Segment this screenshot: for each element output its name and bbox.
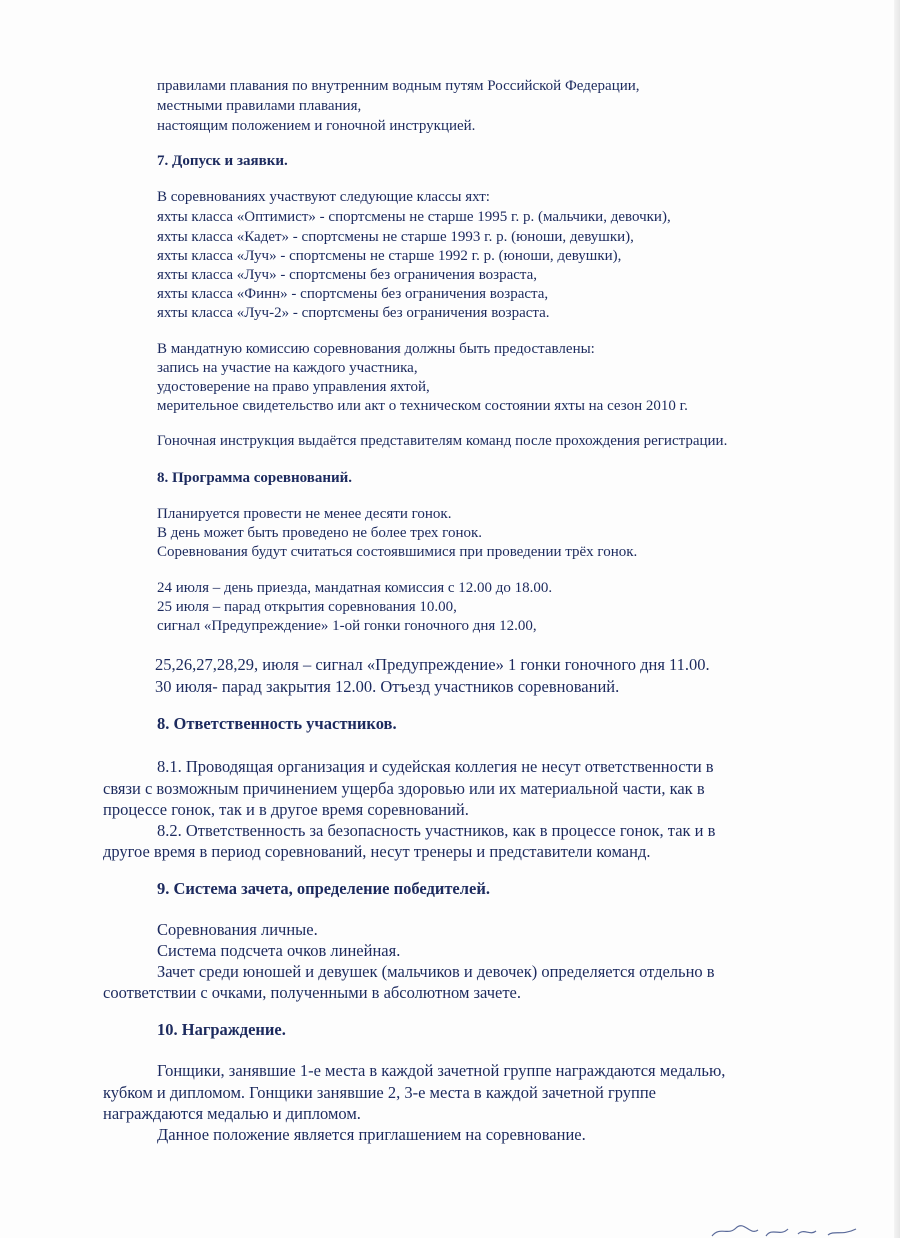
races-line: Планируется провести не менее десяти гонок. xyxy=(157,506,452,522)
docs-line: мерительное свидетельство или акт о техническом состоянии яхты на сезон 2010 г. xyxy=(157,398,688,414)
classes-line: яхты класса «Луч» - спортсмены не старше 1992 г. р. (юноши, девушки), xyxy=(157,248,622,264)
responsibility-line: другое время в период соревнований, несут тренеры и представители команд. xyxy=(103,842,651,861)
races-line: В день может быть проведено не более трех гонок. xyxy=(157,525,483,541)
scoring-line: Соревнования личные. xyxy=(157,920,318,939)
classes-line: яхты класса «Кадет» - спортсмены не старше 1993 г. р. (юноши, девушки), xyxy=(157,229,634,245)
awards-line: Данное положение является приглашением на соревнование. xyxy=(157,1125,586,1144)
schedule-line: 24 июля – день приезда, мандатная комиссия с 12.00 до 18.00. xyxy=(157,580,553,596)
section-9-heading: 9. Система зачета, определение победителей. xyxy=(157,879,490,898)
responsibility-line: процессе гонок, так и в другое время соревнований. xyxy=(103,800,469,819)
responsibility-line: 8.2. Ответственность за безопасность участников, как в процессе гонок, так и в xyxy=(157,821,716,840)
scoring-line: Зачет среди юношей и девушек (мальчиков и девочек) определяется отдельно в xyxy=(157,962,715,981)
races-line: Соревнования будут считаться состоявшимися при проведении трёх гонок. xyxy=(157,544,638,560)
scoring-line: соответствии с очками, полученными в абсолютном зачете. xyxy=(103,983,521,1002)
schedule-line: 30 июля- парад закрытия 12.00. Отъезд участников соревнований. xyxy=(155,677,620,696)
section-8-heading: 8. Программа соревнований. xyxy=(157,470,353,486)
schedule-line: 25 июля – парад открытия соревнования 10.00, xyxy=(157,599,457,615)
docs-line: запись на участие на каждого участника, xyxy=(157,360,418,376)
responsibility-line: связи с возможным причинением ущерба здоровью или их материальной части, как в xyxy=(103,779,705,798)
docs-line: удостоверение на право управления яхтой, xyxy=(157,379,430,395)
classes-line: яхты класса «Луч-2» - спортсмены без ограничения возраста. xyxy=(157,305,550,321)
awards-line: кубком и дипломом. Гонщики занявшие 2, 3-е места в каждой зачетной группе xyxy=(103,1083,656,1102)
classes-line: яхты класса «Луч» - спортсмены без ограничения возраста, xyxy=(157,267,538,283)
awards-line: Гонщики, занявшие 1-е места в каждой зачетной группе награждаются медалью, xyxy=(157,1061,726,1080)
handwritten-mark xyxy=(710,1222,860,1238)
instructions-line: Гоночная инструкция выдаётся представителям команд после прохождения регистрации. xyxy=(157,433,728,449)
classes-line: яхты класса «Оптимист» - спортсмены не старше 1995 г. р. (мальчики, девочки), xyxy=(157,209,671,225)
docs-line: В мандатную комиссию соревнования должны быть предоставлены: xyxy=(157,341,595,357)
classes-line: яхты класса «Финн» - спортсмены без ограничения возраста, xyxy=(157,286,549,302)
scoring-line: Система подсчета очков линейная. xyxy=(157,941,401,960)
scan-edge-shadow xyxy=(894,0,900,1238)
section-7-heading: 7. Допуск и заявки. xyxy=(157,153,288,169)
schedule-line: 25,26,27,28,29, июля – сигнал «Предупреждение» 1 гонки гоночного дня 11.00. xyxy=(155,655,710,674)
intro-line: правилами плавания по внутренним водным путям Российской Федерации, xyxy=(157,78,640,94)
schedule-line: сигнал «Предупреждение» 1-ой гонки гоночного дня 12.00, xyxy=(157,618,537,634)
responsibility-heading: 8. Ответственность участников. xyxy=(157,714,397,733)
intro-line: настоящим положением и гоночной инструкцией. xyxy=(157,118,476,134)
awards-line: награждаются медалью и дипломом. xyxy=(103,1104,361,1123)
classes-line: В соревнованиях участвуют следующие классы яхт: xyxy=(157,189,490,205)
intro-line: местными правилами плавания, xyxy=(157,98,362,114)
responsibility-line: 8.1. Проводящая организация и судейская коллегия не несут ответственности в xyxy=(157,757,714,776)
section-10-heading: 10. Награждение. xyxy=(157,1020,286,1039)
